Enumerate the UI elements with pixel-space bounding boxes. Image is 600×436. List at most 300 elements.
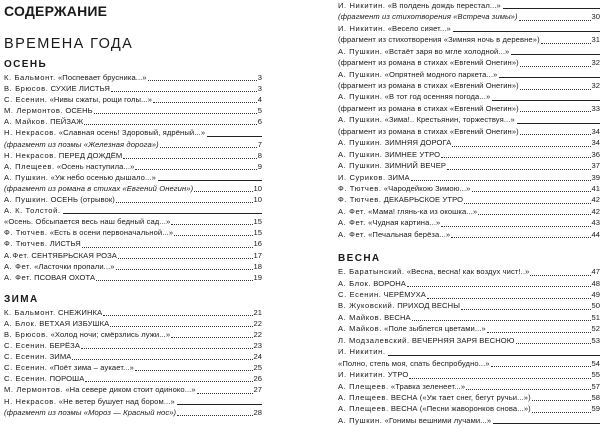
entry-author: С. Есенин. [4, 341, 48, 351]
entry-text [338, 312, 411, 323]
entry-title: ЗИМА [49, 352, 72, 362]
toc-entry[interactable] [338, 183, 600, 194]
entry-title: «Осень наступила...» [56, 161, 135, 171]
dot-leader [519, 19, 591, 21]
dot-leader [516, 342, 591, 344]
toc-entry[interactable] [338, 278, 600, 289]
entry-author: В. Брюсов. [4, 84, 49, 94]
toc-entry[interactable] [338, 381, 600, 392]
dot-leader [487, 331, 591, 333]
toc-entry[interactable] [338, 289, 600, 300]
dot-leader [441, 156, 590, 158]
page-number: 42 [591, 206, 600, 216]
page-number: 22 [253, 318, 262, 328]
page-number: 41 [591, 183, 600, 193]
dot-leader [464, 202, 590, 204]
entry-title: «В тот год осенняя погода...» [384, 92, 491, 102]
page-number: 8 [257, 150, 262, 160]
entry-title: «Печальная берёза...» [368, 229, 451, 239]
entry-text [338, 103, 519, 114]
entry-author: М. Лермонтов. [4, 385, 64, 395]
entry-text [338, 323, 486, 334]
entry-text [4, 72, 147, 83]
entry-title: (фрагмент из романа в стихах «Евгений Онегин») [338, 126, 519, 136]
dot-leader [491, 365, 591, 367]
entry-title: (фрагмент из романа в стихах «Евгений Онегин») [4, 183, 194, 193]
entry-text [338, 335, 515, 346]
toc-list-spring [338, 266, 600, 426]
entry-author: А. Майков. [338, 312, 382, 322]
entry-text [4, 261, 115, 272]
toc-entry[interactable] [4, 340, 262, 351]
entry-text [4, 139, 159, 150]
toc-entry[interactable] [338, 346, 600, 357]
entry-text [4, 272, 95, 283]
entry-author: А. Фет. [4, 272, 32, 282]
page-number: 22 [253, 329, 262, 339]
toc-entry[interactable] [4, 205, 262, 216]
toc-entry[interactable] [338, 80, 600, 91]
entry-author: К. Бальмонт. [4, 307, 56, 317]
toc-list-winter [4, 307, 262, 418]
toc-left-column [4, 0, 262, 418]
entry-title: «Есть в осени первоначальной...» [49, 228, 174, 238]
page-number: 33 [591, 103, 600, 113]
entry-title: «Не ветер бушует над бором...» [58, 396, 175, 406]
page-number: 37 [591, 161, 600, 171]
page-number: 49 [591, 290, 600, 300]
toc-entry[interactable] [4, 318, 262, 329]
entry-title: СУХИЕ ЛИСТЬЯ [50, 84, 110, 94]
page-number: 34 [591, 126, 600, 136]
entry-text [4, 250, 117, 261]
toc-entry[interactable] [338, 335, 600, 346]
entry-text [4, 329, 170, 340]
entry-text [338, 358, 490, 369]
entry-text [338, 369, 408, 380]
toc-entry[interactable] [338, 0, 600, 11]
page-number: 39 [591, 172, 600, 182]
entry-title: ВЕСНА («Песни жаворонков снова...») [390, 404, 531, 414]
entry-text [4, 172, 156, 183]
dot-leader [532, 411, 591, 413]
dot-leader [451, 236, 590, 238]
dot-leader [174, 234, 252, 236]
page-number: 54 [591, 358, 600, 368]
entry-text [338, 137, 451, 148]
toc-entry[interactable] [4, 139, 262, 150]
entry-text [4, 384, 196, 395]
entry-text [338, 126, 519, 137]
entry-author: А. Пушкин. [338, 415, 383, 425]
toc-entry[interactable] [4, 351, 262, 362]
entry-author: С. Есенин. [4, 363, 48, 373]
underline-leader [158, 180, 262, 181]
entry-title: (фрагмент из стихотворения «Встреча зимы») [338, 12, 518, 22]
entry-text [4, 183, 193, 194]
underline-leader [177, 404, 262, 405]
page-number: 10 [253, 195, 262, 205]
entry-text [338, 23, 451, 34]
dot-leader [520, 110, 591, 112]
entry-title: ПЕРЕД ДОЖДЁМ [58, 150, 123, 160]
entry-text [338, 229, 450, 240]
entry-text [338, 206, 477, 217]
entry-text [338, 46, 509, 57]
underline-leader [207, 136, 262, 137]
toc-entry[interactable] [4, 373, 262, 384]
entry-title: «Мама! глянь-ка из окошка...» [368, 206, 478, 216]
toc-entry[interactable] [338, 217, 600, 228]
toc-entry[interactable] [338, 403, 600, 414]
toc-entry[interactable] [338, 415, 600, 426]
toc-entry[interactable] [338, 34, 600, 45]
dot-leader [85, 380, 252, 382]
toc-entry[interactable] [338, 137, 600, 148]
dot-leader [177, 414, 252, 416]
entry-title: ВЕТХАЯ ИЗБУШКА [39, 318, 110, 328]
toc-entry[interactable] [4, 307, 262, 318]
entry-text [4, 94, 152, 105]
entry-title: ЛИСТЬЯ [49, 239, 81, 249]
toc-entry[interactable] [4, 238, 262, 249]
toc-entry[interactable] [338, 23, 600, 34]
entry-title: «Зима!.. Крестьянин, торжествуя...» [384, 115, 515, 125]
page-number: 31 [591, 35, 600, 45]
entry-author: А. Пушкин. [338, 92, 383, 102]
page-number: 28 [253, 407, 262, 417]
entry-author: А. Пушкин. [338, 161, 383, 171]
dot-leader [123, 157, 256, 159]
toc-entry[interactable] [338, 11, 600, 22]
entry-title: «Полно, степь моя, спать беспробудно...» [338, 358, 490, 368]
entry-text [4, 351, 71, 362]
page-number: 58 [591, 392, 600, 402]
entry-text [4, 307, 102, 318]
page-number: 57 [591, 381, 600, 391]
entry-text [4, 127, 205, 138]
entry-author: А. Пушкин. [338, 149, 383, 159]
entry-text [338, 381, 465, 392]
entry-text [338, 92, 490, 103]
underline-leader [503, 8, 600, 9]
group-heading-autumn: ОСЕНЬ [4, 59, 48, 70]
entry-author: И. Никитин. [338, 347, 386, 357]
page-number: 32 [591, 81, 600, 91]
toc-entry[interactable] [338, 194, 600, 205]
entry-title: «Встаёт заря во мгле холодной...» [384, 46, 510, 56]
entry-title: «Травка зеленеет...» [390, 381, 466, 391]
toc-entry[interactable] [338, 206, 600, 217]
toc-entry[interactable] [4, 94, 262, 105]
toc-entry[interactable] [338, 312, 600, 323]
entry-title: (фрагмент из стихотворения «Зимняя ночь в деревне») [338, 35, 540, 45]
page-number: 34 [591, 138, 600, 148]
toc-entry[interactable] [338, 392, 600, 403]
toc-entry[interactable] [4, 261, 262, 272]
entry-text [4, 340, 80, 351]
toc-entry[interactable] [338, 92, 600, 103]
toc-entry[interactable] [338, 57, 600, 68]
entry-author: С. Есенин. [4, 352, 48, 362]
entry-title: БЕРЁЗА [49, 341, 81, 351]
entry-text [338, 403, 531, 414]
entry-author: А. Фет. [338, 206, 366, 216]
dot-leader [110, 325, 252, 327]
entry-text [338, 57, 519, 68]
toc-entry[interactable] [4, 83, 262, 94]
page-number: 19 [253, 272, 262, 282]
entry-author: С. Есенин. [4, 95, 48, 105]
toc-entry[interactable] [338, 160, 600, 171]
entry-title: ВЕСНА («Уж тает снег, бегут ручьи...») [390, 392, 531, 402]
page-number: 59 [591, 404, 600, 414]
group-heading-winter: ЗИМА [4, 293, 39, 305]
entry-author: Н. Некрасов. [4, 128, 57, 138]
entry-text [338, 114, 515, 125]
toc-entry[interactable] [4, 116, 262, 127]
entry-title: ЧЕРЁМУХА [383, 290, 426, 300]
toc-entry[interactable] [4, 227, 262, 238]
toc-entry[interactable] [338, 103, 600, 114]
entry-title: «Ласточки пропали...» [34, 261, 115, 271]
toc-entry[interactable] [4, 329, 262, 340]
toc-entry[interactable] [338, 369, 600, 380]
page-number: 52 [591, 324, 600, 334]
entry-title: «Осень. Обсыпается весь наш бедный сад...» [4, 217, 171, 227]
entry-text [338, 80, 519, 91]
entry-author: И. Никитин. [338, 370, 386, 380]
entry-title: «Весна, весна! как воздух чист!..» [406, 267, 530, 277]
entry-title: СНЕЖИНКА [57, 307, 103, 317]
dot-leader [94, 112, 257, 114]
entry-author: Е. Баратынский. [338, 267, 405, 277]
page-number: 6 [257, 117, 262, 127]
page-number: 48 [591, 278, 600, 288]
page-number: 17 [253, 250, 262, 260]
underline-leader [492, 100, 600, 101]
dot-leader [111, 90, 257, 92]
entry-author: А.Фет. [4, 250, 30, 260]
dot-leader [407, 285, 591, 287]
toc-entry[interactable] [338, 323, 600, 334]
entry-text [4, 216, 170, 227]
entry-title: «Славная осень! Здоровый, ядрёный...» [58, 128, 206, 138]
entry-author: И. Никитин. [338, 23, 386, 33]
entry-title: «Уж небо осенью дышало...» [50, 172, 156, 182]
entry-text [4, 318, 109, 329]
toc-entry[interactable] [4, 250, 262, 261]
dot-leader [541, 42, 591, 44]
entry-author: А. Пушкин. [4, 195, 49, 205]
entry-text [4, 373, 84, 384]
entry-text [338, 301, 460, 312]
dot-leader [461, 308, 591, 310]
entry-author: С. Есенин. [338, 290, 382, 300]
page-number: 30 [591, 12, 600, 22]
page-number: 15 [253, 228, 262, 238]
entry-text [338, 160, 446, 171]
underline-leader [499, 77, 600, 78]
entry-author: А. Плещеев. [4, 161, 55, 171]
entry-title: «Поле зыблется цветами...» [384, 324, 486, 334]
entry-author: К. Бальмонт. [4, 73, 56, 82]
entry-text [338, 69, 497, 80]
entry-author: Л. Модзалевский. [338, 335, 410, 345]
entry-text [4, 105, 93, 116]
entry-author: А. Пушкин. [4, 172, 49, 182]
entry-text [4, 407, 176, 418]
group-heading-spring: ВЕСНА [338, 253, 381, 265]
toc-entry[interactable] [4, 407, 262, 418]
toc-entry[interactable] [338, 172, 600, 183]
dot-leader [427, 297, 591, 299]
dot-leader [441, 225, 590, 227]
entry-title: «Поёт зима – аукает...» [49, 363, 135, 373]
toc-entry[interactable] [4, 216, 262, 227]
toc-entry[interactable] [338, 69, 600, 80]
entry-title: ПОРОША [49, 374, 85, 384]
toc-entry[interactable] [4, 172, 262, 183]
toc-entry[interactable] [4, 194, 262, 205]
toc-entry[interactable] [4, 362, 262, 373]
page-number: 5 [257, 106, 262, 116]
toc-entry[interactable] [4, 127, 262, 138]
entry-title: ПРИХОД ВЕСНЫ [397, 301, 461, 311]
entry-title: ЗИМНЕЕ УТРО [384, 149, 441, 159]
entry-text [338, 11, 518, 22]
entry-title: ВОРОНА [373, 278, 406, 288]
page-number: 44 [591, 229, 600, 239]
entry-text [338, 289, 426, 300]
toc-list-winter-continued [338, 0, 600, 240]
toc-entry[interactable] [338, 46, 600, 57]
toc-entry[interactable] [338, 149, 600, 160]
dot-leader [171, 223, 252, 225]
page-number: 27 [253, 385, 262, 395]
entry-text [338, 183, 471, 194]
dot-leader [478, 213, 590, 215]
toc-entry[interactable] [338, 114, 600, 125]
entry-text [4, 83, 110, 94]
dot-leader [409, 377, 590, 379]
underline-leader [493, 423, 600, 424]
underline-leader [63, 213, 262, 214]
entry-author: М. Лермонтов. [4, 106, 64, 116]
entry-text [4, 150, 122, 161]
page-number: 24 [253, 352, 262, 362]
dot-leader [466, 388, 590, 390]
toc-entry[interactable] [4, 161, 262, 172]
toc-entry[interactable] [338, 126, 600, 137]
entry-title: ОСЕНЬ (отрывок) [50, 195, 115, 205]
page-number: 51 [591, 312, 600, 322]
dot-leader [194, 190, 252, 192]
entry-title: «Весело сияет...» [387, 23, 451, 33]
entry-text [338, 194, 463, 205]
entry-author: А. Фет. [338, 229, 366, 239]
toc-entry[interactable] [338, 266, 600, 277]
page-number: 53 [591, 335, 600, 345]
toc-right-column [338, 0, 600, 426]
entry-text [4, 227, 173, 238]
entry-text [4, 238, 81, 249]
entry-title: «Холод ночи; смёрзлись лужи...» [50, 329, 171, 339]
page-number: 7 [257, 139, 262, 149]
entry-text [4, 205, 61, 216]
dot-leader [520, 133, 591, 135]
entry-author: А. Плещеев. [338, 381, 389, 391]
toc-entry[interactable] [338, 358, 600, 369]
entry-author: А. Блок. [338, 278, 372, 288]
entry-title: «Поспевает брусника...» [57, 73, 147, 82]
entry-title: ПЕЙЗАЖ [50, 117, 84, 127]
page-number: 4 [257, 95, 262, 105]
entry-title: ОСЕНЬ [65, 106, 93, 116]
entry-title: ВЕСНА [384, 312, 411, 322]
entry-title: «Гонимы вешними лучами...» [384, 415, 492, 425]
dot-leader [530, 274, 590, 276]
entry-author: С. Есенин. [4, 374, 48, 384]
toc-entry[interactable] [4, 150, 262, 161]
page-number: 47 [591, 267, 600, 277]
entry-text [4, 362, 134, 373]
entry-text [338, 392, 531, 403]
dot-leader [135, 369, 253, 371]
section-title: ВРЕМЕНА ГОДА [4, 36, 134, 52]
entry-title: (фрагмент из поэмы «Мороз — Красный нос») [4, 407, 177, 417]
underline-leader [388, 355, 600, 356]
entry-title: СЕНТЯБРЬСКАЯ РОЗА [31, 250, 117, 260]
toc-entry[interactable] [338, 229, 600, 240]
page-number: 43 [591, 218, 600, 228]
entry-title: УТРО [387, 370, 409, 380]
entry-title: «На севере диком стоит одиноко...» [65, 385, 196, 395]
entry-author: Ф. Тютчев. [338, 195, 382, 205]
dot-leader [103, 314, 252, 316]
toc-entry[interactable] [4, 384, 262, 395]
toc-entry[interactable] [4, 396, 262, 407]
entry-author: Ф. Тютчев. [4, 228, 48, 238]
entry-text [338, 346, 386, 357]
toc-entry[interactable] [4, 272, 262, 283]
entry-author: А. К. Толстой. [4, 206, 61, 216]
entry-title: «В полдень дождь перестал...» [387, 0, 501, 10]
toc-list-autumn [4, 72, 262, 283]
dot-leader [412, 319, 591, 321]
toc-entry[interactable] [4, 105, 262, 116]
entry-text [338, 278, 406, 289]
entry-author: А. Пушкин. [338, 69, 383, 79]
entry-title: ПСОВАЯ ОХОТА [34, 272, 96, 282]
toc-entry[interactable] [4, 183, 262, 194]
dot-leader [116, 201, 253, 203]
toc-entry[interactable] [4, 72, 262, 83]
entry-title: «Чародейкою Зимою...» [383, 183, 471, 193]
entry-author: А. Майков. [4, 117, 48, 127]
underline-leader [511, 54, 600, 55]
entry-author: А. Пушкин. [338, 138, 383, 148]
dot-leader [81, 347, 253, 349]
dot-leader [135, 168, 256, 170]
entry-title: (фрагмент из поэмы «Железная дорога») [4, 139, 159, 149]
dot-leader [118, 257, 253, 259]
entry-text [338, 217, 440, 228]
page-number: 15 [253, 217, 262, 227]
page-number: 26 [253, 374, 262, 384]
toc-entry[interactable] [338, 301, 600, 312]
dot-leader [153, 101, 257, 103]
